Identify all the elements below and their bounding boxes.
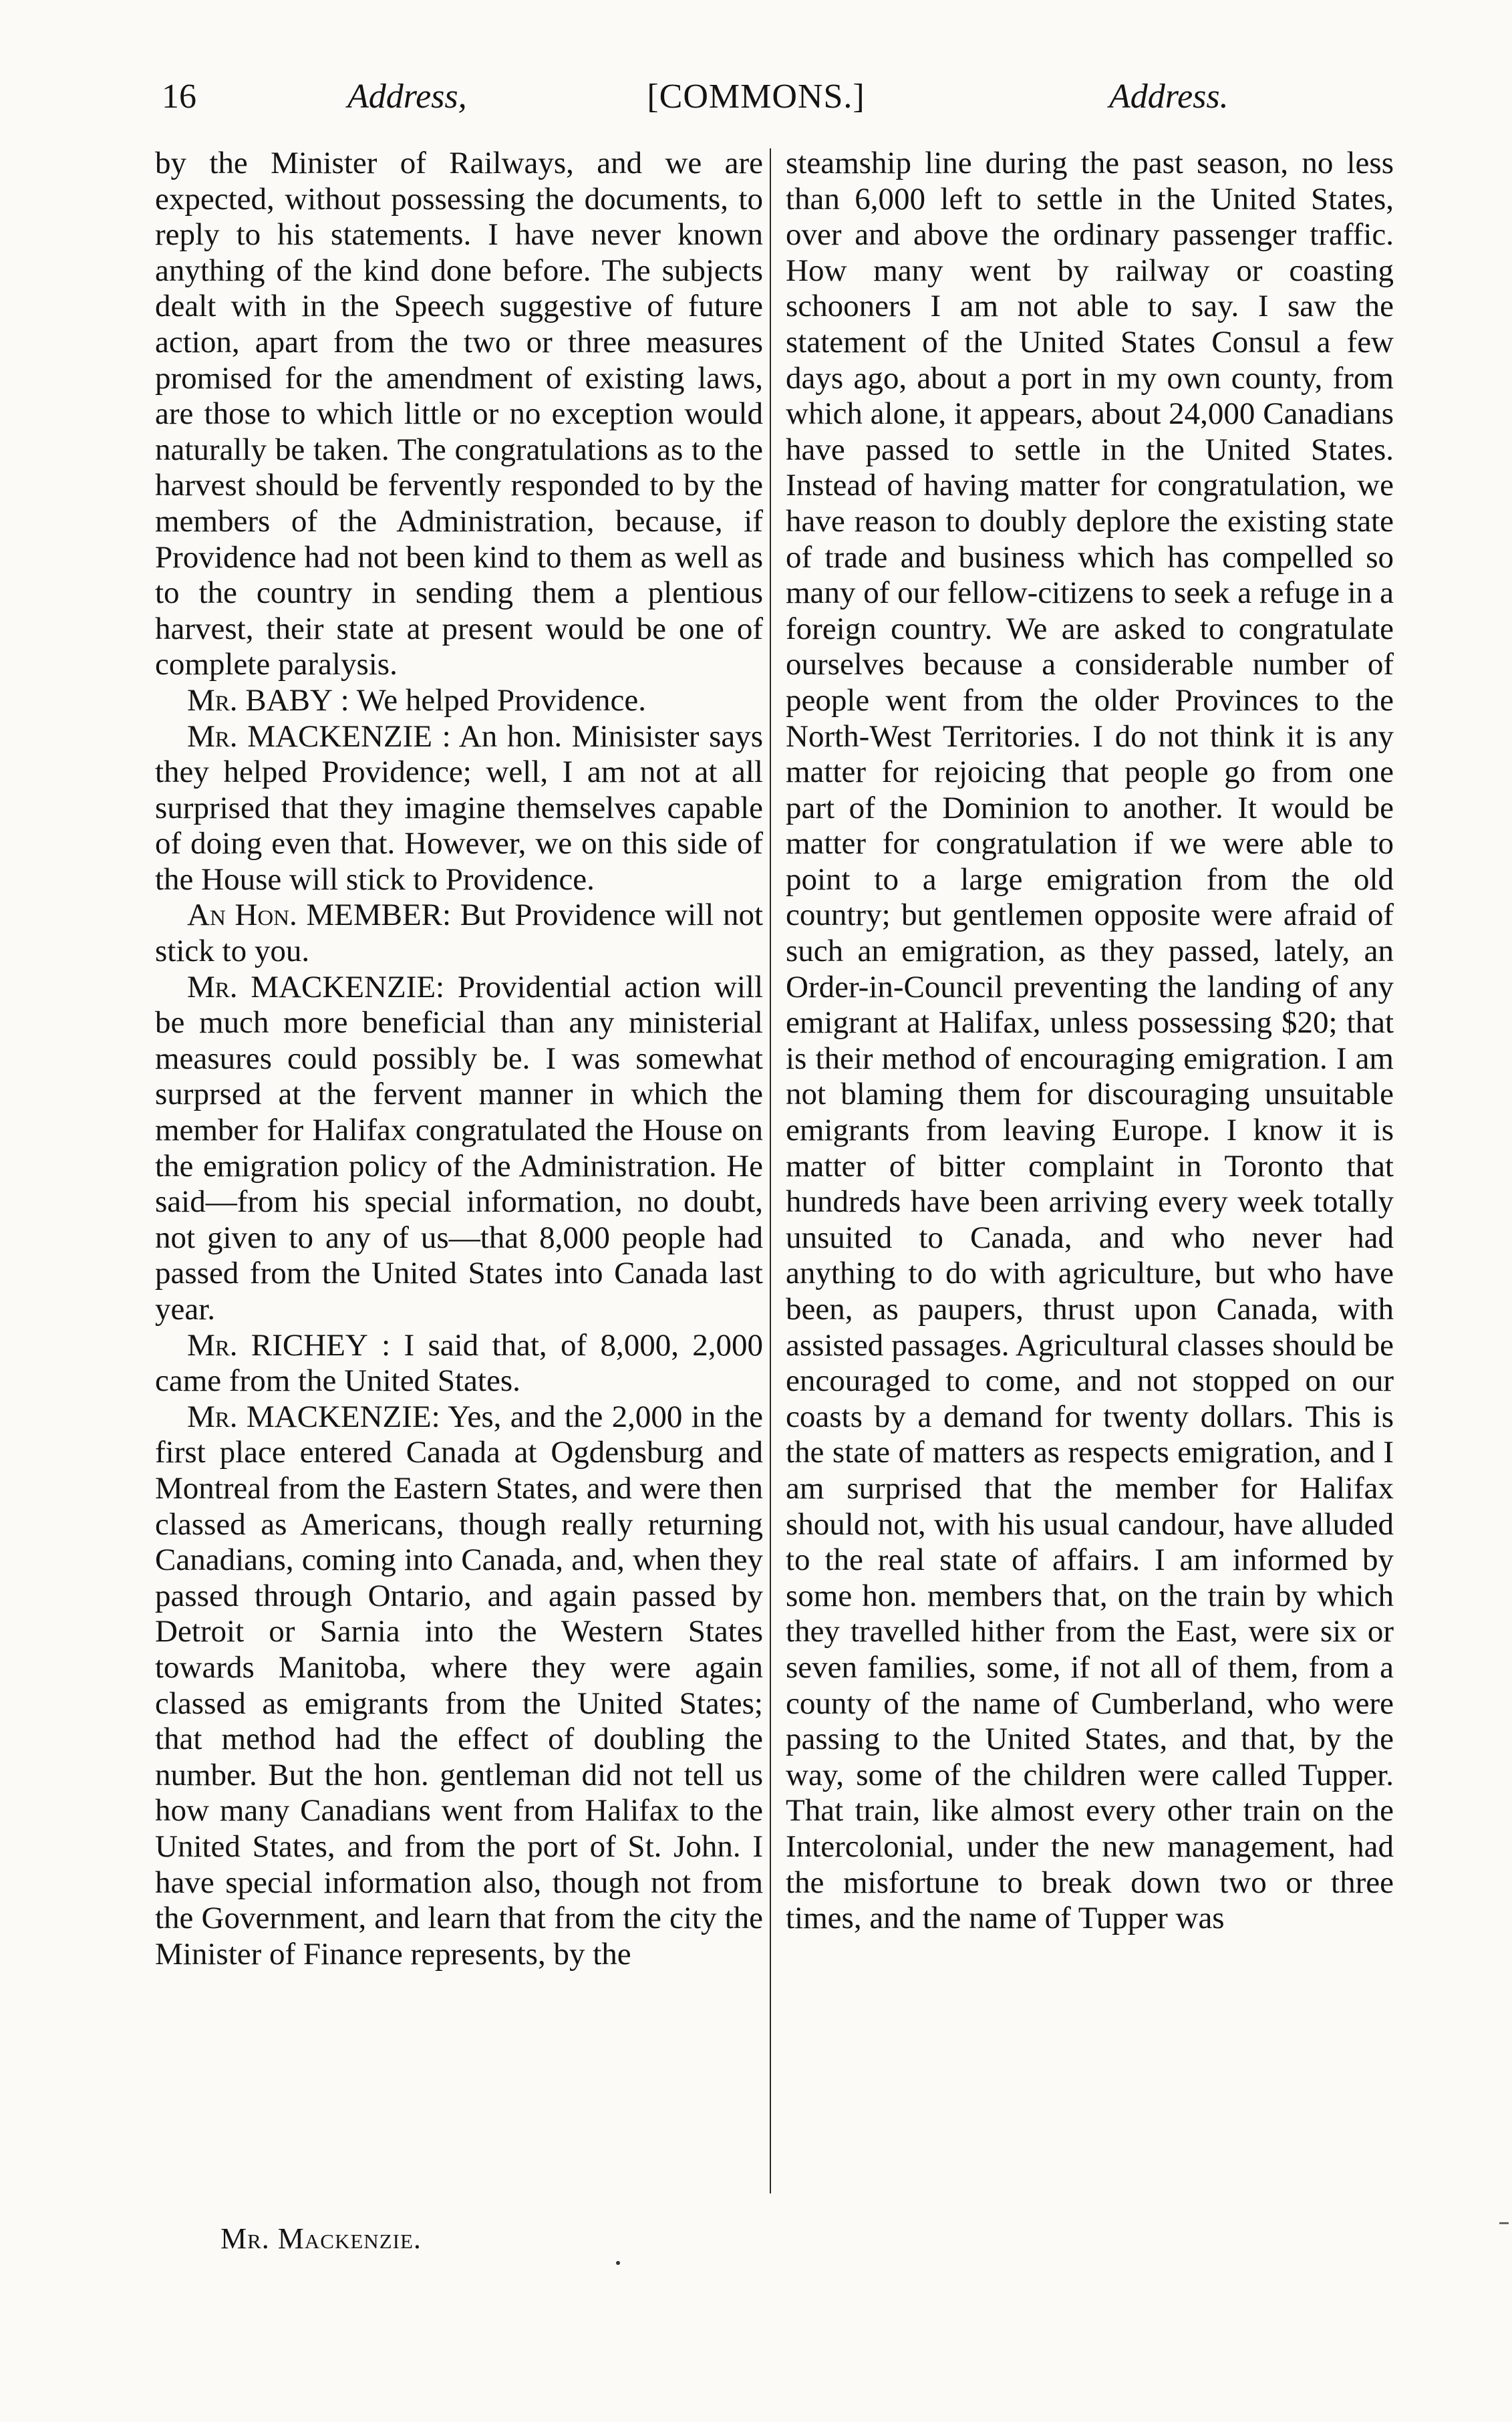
speaker-separator: : <box>367 1327 404 1363</box>
running-head-left: Address, <box>347 78 467 116</box>
speaker-name: Mr. MACKENZIE <box>187 969 436 1004</box>
speaker-name: An Hon. MEMBER <box>187 898 443 933</box>
speaker-separator: : <box>442 898 460 933</box>
speaker-separator: : <box>432 718 459 754</box>
speaker-name: Mr. MACKENZIE <box>187 718 432 754</box>
paragraph <box>155 970 763 1328</box>
speaker-name: Mr. MACKENZIE <box>187 1399 432 1434</box>
paragraph <box>155 1399 763 1973</box>
speaker-separator: : <box>436 969 458 1004</box>
paragraph <box>155 719 763 898</box>
speaker-name: Mr. RICHEY <box>187 1327 368 1363</box>
paragraph <box>155 1328 763 1399</box>
paragraph-text: An hon. Minisister says they helped Providence; well, I am not at all surprised that they imagine themselves capable of doing even that. However, we on this side of the House will stick to Providence. <box>155 718 764 897</box>
running-head-center: [COMMONS.] <box>647 78 865 116</box>
paragraph <box>155 683 763 719</box>
paragraph-text: Yes, and the 2,000 in the first place entered Canada at Ogdensburg and Montreal from the Eastern States, and were then classed as Americans, though really returning Canadians, coming into Canada, and, when they passed through Ontario, and again passed by Detroit or Sarnia into the Western States towards Manitoba, where they were again classed as emigrants from the United States; that method had the effect of doubling the number. But the hon. gentleman did not tell us how many Canadians went from Halifax to the United States, and from the port of St. John. I have special information also, though not from the Government, and learn that from the city the Minister of Finance represents, by the <box>155 1399 763 1972</box>
left-column <box>155 146 763 1972</box>
running-head-right: Address. <box>1109 78 1229 116</box>
running-footer: Mr. Mackenzie. <box>220 2222 422 2255</box>
speaker-separator: : <box>332 682 357 718</box>
right-column <box>786 146 1394 1937</box>
paragraph-text: by the Minister of Railways, and we are expected, without possessing the documents, to reply to his statements. I have never known anything of the kind done before. The subjects dealt with in the Speech suggestive of future action, apart from the two or three measures promised for the amendment of existing laws, are those to which little or no exception would naturally be taken. The congratulations as to the harvest should be fervently responded to by the members of the Administration, because, if Providence had not been kind to them as well as to the country in sending them a plentious harvest, their state at present would be one of complete paralysis. <box>155 146 763 682</box>
printer-mark <box>616 2261 620 2265</box>
paragraph <box>155 898 763 969</box>
column-divider <box>770 148 771 2193</box>
paragraph-text: I said that, of 8,000, 2,000 came from the United States. <box>155 1327 763 1399</box>
speaker-separator: : <box>431 1399 448 1434</box>
paragraph-text: But Providence will not stick to you. <box>155 898 764 969</box>
paragraph <box>155 146 763 683</box>
paragraph-text: steamship line during the past season, no less than 6,000 left to settle in the United States, over and above the ordinary passenger traffic. How many went by railway or coasting schooners I am not able to say. I saw the statement of the United States Consul a few days ago, about a port in my own county, from which alone, it appears, about 24,000 Canadians have passed to settle in the United States. Instead of having matter for congratulation, we have reason to doubly deplore the existing state of trade and business which has compelled so many of our fellow-citizens to seek a refuge in a foreign country. We are asked to congratulate ourselves because a considerable number of people went from the older Provinces to the North-West Territories. I do not think it is any matter for rejoicing that people go from one part of the Dominion to another. It would be matter for congratulation if we were able to point to a large emigration from the old country; but gentlemen opposite were afraid of such an emigration, as they passed, lately, an Order-in-Council preventing the landing of any emigrant at Halifax, unless possessing $20; that is their method of encouraging emigration. I am not blaming them for discouraging unsuitable emigrants from leaving Europe. I know it is matter of bitter complaint in Toronto that hundreds have been arriving every week totally unsuited to Canada, and who never had anything to do with agriculture, but who have been, as paupers, thrust upon Canada, with assisted passages. Agricultural classes should be encouraged to come, and not stopped on our coasts by a demand for twenty dollars. This is the state of matters as respects emigration, and I am surprised that the member for Halifax should not, with his usual candour, have alluded to the real state of affairs. I am informed by some hon. members that, on the train by which they travelled hither from the East, were six or seven families, some, if not all of them, from a county of the name of Cumberland, who were passing to the United States, and that, by the way, some of the children were called Tupper. That train, like almost every other train on the Intercolonial, under the new management, had the misfortune to break down two or three times, and the name of Tupper was <box>786 146 1394 1936</box>
page-number: 16 <box>162 78 196 116</box>
speaker-name: Mr. BABY <box>187 682 333 718</box>
margin-mark <box>1499 2222 1509 2224</box>
page-header <box>0 70 1512 124</box>
paragraph-text: We helped Providence. <box>356 682 647 718</box>
paragraph <box>786 146 1394 1937</box>
paragraph-text: Providential action will be much more beneficial than any ministerial measures could possibly be. I was somewhat surprsed at the fervent manner in which the member for Halifax congratulated the House on the emigration policy of the Administration. He said—from his special information, no doubt, not given to any of us—that 8,000 people had passed from the United States into Canada last year. <box>155 969 763 1327</box>
